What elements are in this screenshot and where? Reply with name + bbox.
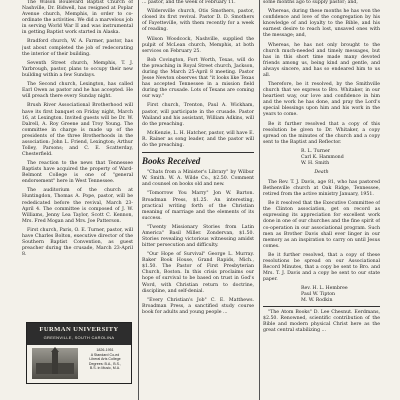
book-entry: "Every Christian's Job" C. E. Matthews. Broadman Press, a sanctified study course book for adults and young people ...: [142, 297, 254, 315]
column-right: [263, 0, 380, 400]
book-entry: "The Atom Books" D. Lee Chesnut. Eerdmans, $2.50. Renowned, scientific contribution of the Bible and modern physical Christ here as the great central stabilizing ...: [263, 310, 380, 334]
news-item: McKenzie, L. H. Hatcher, pastor, will have E. R. Rainer as song leader, and the pastor will do the preaching.: [142, 130, 254, 148]
news-item: Seventh Street church, Memphis, T. J. Yarbrough, pastor, plans to occupy their new building within a few Sundays.: [22, 60, 133, 78]
death-text: Be it resolved that the Executive Committee of the Clinton association, get on record as expressing its appreciation for excellent work done in one of our churches and the fine spirit of co-operation in our associational program. Such men as Brother Davis shall ever linger in our memory as an inspiration to carry on until Jesus comes.: [263, 201, 380, 249]
book-entry: "Tomorrow You Marry" Jon W. Barton. Broadman Press, $1.25. An interesting, practical writing forth of the Christian meaning of marriage and the elements of its success.: [142, 191, 254, 221]
signature: W. H. Smith: [301, 160, 330, 166]
news-item: First church, Paris, O. E. Turner, pastor, will have Charles Bolton, executive director of the Southern Baptist Convention, as guest preacher during the crusade, March 23-April 8.: [22, 227, 133, 258]
news-item: ... pastor, and the week of February 11.: [142, 0, 236, 5]
death-text: Be it further resolved, that a copy of these resolutions be spread on our Associational Record Minutes, that a copy be sent to Bro. and Mrs. T. J. Davis and a copy be sent to our state paper.: [263, 252, 380, 283]
news-item: The Wilson Boulevard Baptist Church of Nashville, Dr. Bidwell, has resigned at Poplar Avenue church, Memphis, in order to co-ordinate the activities. We did a marvelous job in serving World War II and was instrumental in getting Baptist work started in Alaska.: [22, 0, 133, 36]
column-middle: [142, 0, 254, 400]
news-item: The auditorium of the church at Huntingdon, Thomas A. Pope, pastor, will be rededicated before the revival, March 23-April 4. The committee is composed of J. W. Williams, Jenny Lea Taylor, Scott C. Kennon, Mrs. Fred Mogan and Mrs. Joe Patterson.: [22, 188, 133, 224]
resolution-text: Therefore, be it resolved, by the Smithville church that we express to Bro. Whitaker, in our heartiest way, our love and confidence in him and the work he has done, and pray the Lord's special blessings upon him and his work in the years to come.: [263, 82, 380, 118]
column-rule: [138, 0, 139, 400]
news-item: First church, Trenton, Paul A. Wickham, pastor, will participate in the crusade. Pastor Wailand and his assistant, William Adkins, will do the preaching.: [142, 103, 254, 127]
news-item: Brush River Associational Brotherhood will have its first banquet on Friday night, March 16, at Lexington. Invited guests will be Dr. W. Dalrell, A. Roy Greene and Troy Young. The committee in charge is made up of the presidents of the three Brotherhoods in the association: John L. Friend, Lexington; Arthur Tolley, Parsons; and C. E. Scatterday, Chesterfield.: [22, 103, 133, 157]
news-item: Bradford church, W. A. Farmer, pastor, has just about completed the job of redecorating the interior of their building.: [22, 39, 133, 57]
furman-university-ad: [26, 322, 132, 384]
news-item: Wildersville church, Otis Smothers, pastor, closed its first revival. Pastor D. D. Smothers of Fayetteville, with them recently for a week of reading.: [142, 9, 254, 33]
campus-photo: [32, 348, 78, 379]
news-item: The reaction to the news that Tennessee Baptists have acquired the property of Ward-Belmont College is one of "general endorsement" here in West Tennessee.: [22, 161, 133, 185]
ad-subtitle: GREENVILLE, SOUTH CAROLINA: [43, 335, 115, 340]
news-item: Bob Covington, Fort Worth, Texas, will do the preaching in Royal Street church, Jackson, during the March 25-April 8 meeting. Pastor Jesse Newton observes that "it looks like Texas has accepted Tennessee in a mission field during the crusade. Lots of Texans are coming our way.": [142, 57, 254, 100]
book-entry: "Twenty Missionary Stories from Latin America" Basil Miller. Zondervan, $1.50. Stories revealing victorious witnessing amidst bitter persecution and difficulty.: [142, 224, 254, 249]
ad-details: [81, 348, 129, 371]
ad-line: Degrees: B.A., B.S.,: [88, 361, 122, 366]
resolution-text: some months ago to supply pastor; and,: [263, 0, 358, 5]
ad-title: FURMAN UNIVERSITY: [39, 326, 119, 333]
resolution-text: Whereas, he has not only brought to the church much-needed and timely messages, but has in this short time made many devoted friends among us, being kind and gentle, and always sincere, and has so endeared him to us all.: [263, 42, 380, 78]
death-text: The Rev. T. J. Davis, age 81, who has pastored Bethenville church at Oak Ridge, Tennessee, retired from the active ministry January, 1951.: [263, 180, 380, 198]
news-item: The Second church, Lexington, has called Earl Owen as pastor and he has accepted. He will preach there every Sunday night.: [22, 82, 133, 100]
book-entry: "Chats from a Minister's Library" by Wilbur W. Smith. W. A. Wilde Co., $2.50. Comment and counsel on books old and new.: [142, 170, 254, 188]
signature: Rev. H. L. Hembree: [301, 286, 348, 292]
resolution-text: Be it further resolved that a copy of this resolution be given to Dr. Whitaker, a copy spread on the minutes of the church and a copy sent to the Baptist and Reflector.: [263, 121, 380, 145]
signatures: [301, 149, 380, 167]
death-heading: Death: [314, 169, 329, 175]
news-item: Wilson Woodcock, Nashville, supplied the pulpit of McLean church, Memphis, at both services on February 25.: [142, 36, 254, 54]
column-rule: [259, 0, 260, 400]
resolution-text: Whereas, during these months he has won the confidence and love of the congregation by his knowledge of and loyalty to the Bible, and his earnest desire to reach lost, unsaved ones with the message; and,: [263, 9, 380, 39]
section-divider: [263, 306, 380, 307]
book-entry: "Our Hope of Survival" George L. Murray. Baker Book House, Grand Rapids, Mich., $1.50. The Pastor of First Presbyterian Church, Boston. In this crisis proclaims our hope of survival to be based on trust in God's Word, with Christian return to doctrine, discipline, and self-denial.: [142, 252, 254, 294]
section-divider: [142, 152, 254, 153]
ad-banner: [27, 323, 131, 345]
signature: M. W. Rodkin: [301, 298, 333, 304]
books-received-heading: Books Received: [142, 156, 201, 167]
building-tower: [52, 352, 58, 374]
signature: Paul W. Tipton: [301, 292, 336, 298]
signature: Carl K. Hammond: [301, 154, 344, 160]
ad-line: B.S. in Music, M.A.: [89, 366, 121, 371]
signature: R. L. Turner: [301, 148, 331, 154]
ad-line: Liberal Arts College: [89, 357, 121, 362]
ad-line: 1826-1951: [96, 348, 114, 352]
signatures: [301, 286, 380, 304]
ad-line: A Standard Co-ed: [90, 352, 120, 357]
